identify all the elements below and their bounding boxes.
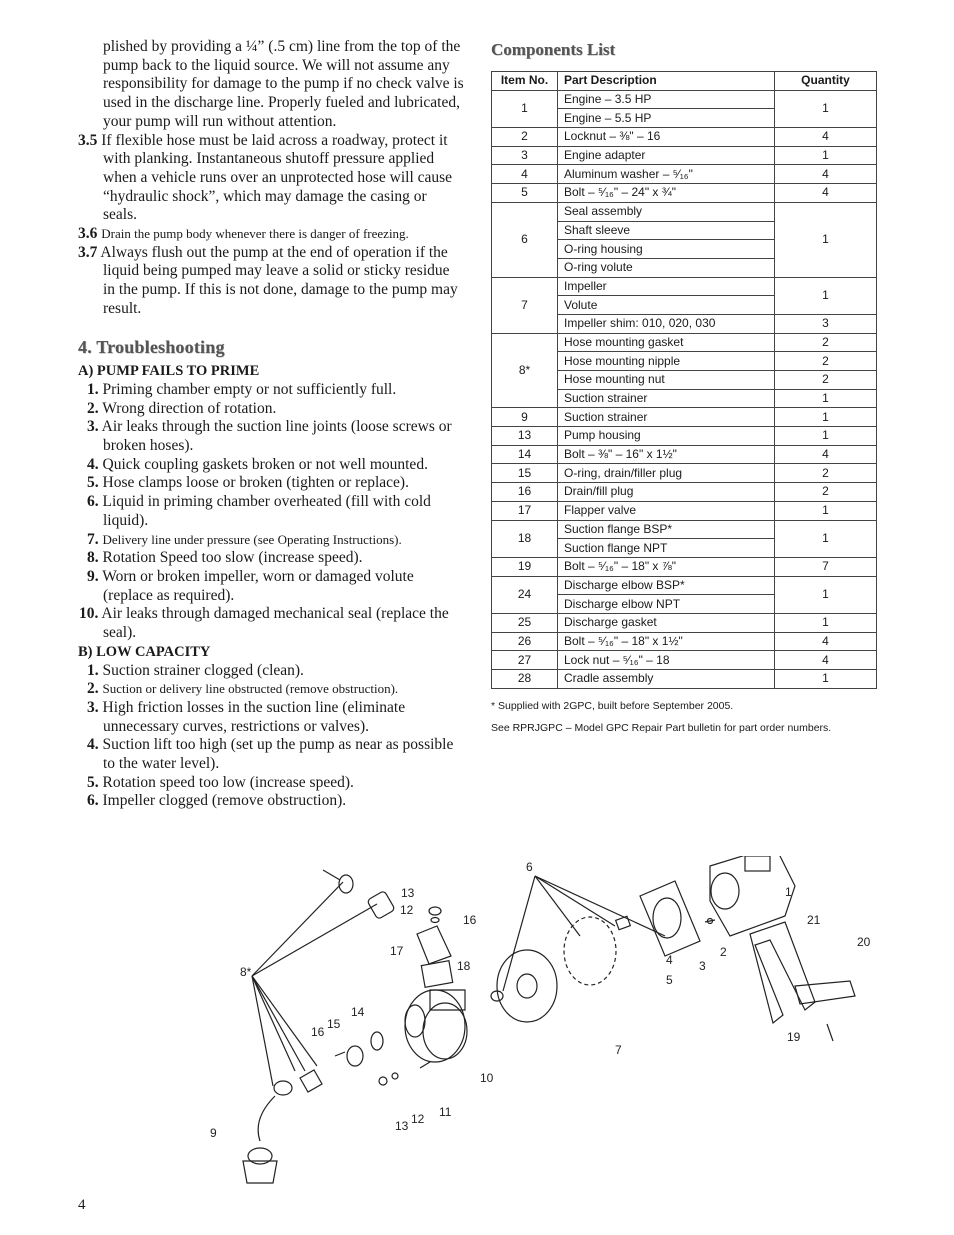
item-text: Priming chamber empty or not sufficiently full. <box>102 380 397 398</box>
table-row <box>492 202 877 221</box>
cell-item-no: 6 <box>492 202 558 277</box>
item-number: 2. <box>87 399 99 417</box>
suction-fitting <box>347 1046 363 1066</box>
cell-part-description: Seal assembly <box>558 202 775 221</box>
cell-quantity: 4 <box>775 445 877 464</box>
callout-15: 15 <box>327 1017 341 1031</box>
item-text: Rotation speed too low (increase speed). <box>102 773 354 791</box>
cell-quantity: 3 <box>775 314 877 333</box>
item-number: 3.6 <box>78 225 98 243</box>
cradle-base <box>795 981 855 1004</box>
cell-quantity: 1 <box>775 202 877 277</box>
table-row <box>492 483 877 502</box>
table-row <box>492 333 877 352</box>
cell-part-description: Hose mounting nipple <box>558 352 775 371</box>
cell-quantity: 1 <box>775 613 877 632</box>
callout-8: 8* <box>240 965 252 979</box>
cell-item-no: 18 <box>492 520 558 557</box>
cell-quantity: 1 <box>775 670 877 689</box>
list-item <box>78 774 464 793</box>
cell-part-description: Shaft sleeve <box>558 221 775 240</box>
cell-item-no: 17 <box>492 501 558 520</box>
section-b-list <box>78 662 464 812</box>
cell-part-description: Engine adapter <box>558 146 775 165</box>
engine-body <box>710 856 795 936</box>
cell-item-no: 2 <box>492 128 558 147</box>
item-number: 3.5 <box>78 131 98 149</box>
cell-quantity: 4 <box>775 651 877 670</box>
suction-flange <box>421 961 452 988</box>
section-a-heading: A) PUMP FAILS TO PRIME <box>78 363 260 380</box>
housing-face <box>423 1003 467 1059</box>
cell-item-no: 1 <box>492 90 558 127</box>
table-row <box>492 90 877 109</box>
item-number: 7. <box>87 530 99 548</box>
arrow-line <box>323 870 340 880</box>
section-b-heading: B) LOW CAPACITY <box>78 643 211 660</box>
callout-13a: 13 <box>401 886 415 900</box>
footnote-supplied: * Supplied with 2GPC, built before September 2005. <box>491 699 734 712</box>
list-item <box>78 792 464 811</box>
item-number: 8. <box>87 549 99 567</box>
table-row <box>492 613 877 632</box>
table-row <box>492 501 877 520</box>
list-item <box>78 474 464 493</box>
callout-18: 18 <box>457 959 471 973</box>
cell-part-description: Bolt – ⅜" – 16" x 1½" <box>558 445 775 464</box>
cell-quantity: 1 <box>775 427 877 446</box>
item-number: 4. <box>87 736 99 754</box>
item-text: Suction lift too high (set up the pump as near as possible to the water level). <box>102 736 454 773</box>
list-item <box>78 699 464 736</box>
item-number: 3.7 <box>78 243 98 261</box>
cell-quantity: 4 <box>775 632 877 651</box>
cell-item-no: 7 <box>492 277 558 333</box>
cell-item-no: 4 <box>492 165 558 184</box>
item-text: High friction losses in the suction line (eliminate unnecessary curves, restrictions or valves). <box>102 698 406 735</box>
leader-line <box>252 882 343 976</box>
callout-16b: 16 <box>311 1025 325 1039</box>
list-item <box>78 456 464 475</box>
item-text: Always flush out the pump at the end of operation if the liquid being pumped may leave a solid or sticky residue in the pump. If this is not done, damage to the pump may result. <box>100 243 458 317</box>
cell-quantity: 2 <box>775 371 877 390</box>
callout-10: 10 <box>480 1071 494 1085</box>
cell-part-description: Suction flange BSP* <box>558 520 775 539</box>
cell-quantity: 4 <box>775 128 877 147</box>
volute-oring <box>564 917 616 985</box>
precaution-item <box>78 244 464 319</box>
cell-item-no: 5 <box>492 184 558 203</box>
precaution-item <box>78 132 464 226</box>
item-text: Wrong direction of rotation. <box>102 399 277 417</box>
cell-item-no: 28 <box>492 670 558 689</box>
cell-part-description: Impeller shim: 010, 020, 030 <box>558 314 775 333</box>
item-text: Hose clamps loose or broken (tighten or replace). <box>102 474 409 492</box>
item-text: Air leaks through the suction line joints (loose screws or broken hoses). <box>101 418 452 455</box>
cell-quantity: 1 <box>775 408 877 427</box>
cell-part-description: Aluminum washer – ⁵⁄₁₆" <box>558 165 775 184</box>
cell-part-description: Pump housing <box>558 427 775 446</box>
cell-part-description: O-ring, drain/filler plug <box>558 464 775 483</box>
cell-quantity: 1 <box>775 520 877 557</box>
list-item <box>78 680 464 699</box>
list-item <box>78 381 464 400</box>
item-number: 5. <box>87 773 99 791</box>
exploded-view-diagram <box>205 856 895 1191</box>
cell-part-description: Cradle assembly <box>558 670 775 689</box>
item-text: Quick coupling gaskets broken or not well mounted. <box>102 455 428 473</box>
cell-part-description: Discharge gasket <box>558 613 775 632</box>
leader-line <box>535 876 580 936</box>
cell-item-no: 14 <box>492 445 558 464</box>
table-row <box>492 520 877 539</box>
cell-part-description: Volute <box>558 296 775 315</box>
leader-line <box>503 876 535 991</box>
callout-17: 17 <box>390 944 404 958</box>
callout-1: 1 <box>785 885 792 899</box>
hose-nipple-top <box>367 890 395 919</box>
cell-item-no: 3 <box>492 146 558 165</box>
components-heading: Components List <box>491 40 616 59</box>
pump-housing <box>405 990 465 1062</box>
cell-part-description: Engine – 5.5 HP <box>558 109 775 128</box>
shaft-sleeve <box>616 916 631 930</box>
table-row <box>492 651 877 670</box>
engine-flywheel <box>711 873 739 909</box>
item-number: 5. <box>87 474 99 492</box>
callout-13b: 13 <box>395 1119 409 1133</box>
leader-line <box>535 876 615 926</box>
callout-9: 9 <box>210 1126 217 1140</box>
item-text: Suction strainer clogged (clean). <box>102 661 304 679</box>
callout-21: 21 <box>807 913 821 927</box>
cell-part-description: Discharge elbow NPT <box>558 595 775 614</box>
leader-line <box>252 976 305 1071</box>
flapper-valve <box>417 926 451 964</box>
left-column <box>78 38 464 811</box>
list-item <box>78 568 464 605</box>
item-number: 2. <box>87 680 99 698</box>
cell-quantity: 1 <box>775 389 877 408</box>
item-number: 6. <box>87 792 99 810</box>
housing-inlet <box>405 1005 425 1037</box>
cradle-frame <box>750 922 815 1023</box>
suction-gasket <box>371 1032 383 1050</box>
item-number: 9. <box>87 567 99 585</box>
plug-16b <box>335 1052 345 1056</box>
cell-quantity: 4 <box>775 184 877 203</box>
callout-12a: 12 <box>400 903 414 917</box>
table-row <box>492 128 877 147</box>
troubleshooting-heading: 4. Troubleshooting <box>78 336 225 357</box>
item-text: Impeller clogged (remove obstruction). <box>102 792 347 810</box>
cell-quantity: 1 <box>775 277 877 314</box>
table-row <box>492 165 877 184</box>
engine-adapter <box>640 881 700 956</box>
page-number: 4 <box>78 1197 86 1213</box>
callout-11: 11 <box>439 1105 452 1119</box>
item-text: Air leaks through damaged mechanical seal (replace the seal). <box>101 605 449 642</box>
cell-item-no: 27 <box>492 651 558 670</box>
cell-part-description: O-ring volute <box>558 258 775 277</box>
table-row <box>492 184 877 203</box>
impeller-hub <box>517 974 537 998</box>
list-item <box>78 662 464 681</box>
cell-item-no: 26 <box>492 632 558 651</box>
callout-3: 3 <box>699 959 706 973</box>
item-number: 3. <box>87 698 99 716</box>
cell-quantity: 2 <box>775 483 877 502</box>
item-text: Worn or broken impeller, worn or damaged volute (replace as required). <box>102 567 414 604</box>
precaution-item <box>78 225 464 244</box>
adapter-bore <box>653 898 681 938</box>
table-row <box>492 277 877 296</box>
item-text: Suction or delivery line obstructed (remove obstruction). <box>102 681 399 697</box>
section-a-list <box>78 381 464 643</box>
callout-7: 7 <box>615 1043 622 1057</box>
table-row <box>492 146 877 165</box>
bolt-11 <box>420 1062 430 1068</box>
leader-line <box>252 976 295 1071</box>
header-quantity: Quantity <box>775 72 877 91</box>
header-item-no: Item No. <box>492 72 558 91</box>
cell-quantity: 7 <box>775 557 877 576</box>
cell-part-description: Suction strainer <box>558 408 775 427</box>
cell-quantity: 2 <box>775 464 877 483</box>
item-text: If flexible hose must be laid across a roadway, protect it with planking. Instantaneous shutoff pressure applied when a vehicle runs over an unprotected hose will cause “hydraulic shock”, which may damage the casing or seals. <box>101 131 453 224</box>
cell-quantity: 2 <box>775 352 877 371</box>
hose-nut-bottom <box>274 1081 292 1095</box>
components-table <box>491 71 877 689</box>
table-row <box>492 576 877 595</box>
cell-item-no: 24 <box>492 576 558 613</box>
cell-item-no: 13 <box>492 427 558 446</box>
table-row <box>492 464 877 483</box>
leader-line <box>252 976 273 1086</box>
item-text: Drain the pump body whenever there is danger of freezing. <box>101 226 409 242</box>
callout-16a: 16 <box>463 913 477 927</box>
table-header-row <box>492 72 877 91</box>
cell-part-description: Suction strainer <box>558 389 775 408</box>
right-column <box>491 40 877 734</box>
cell-part-description: Flapper valve <box>558 501 775 520</box>
item-number: 1. <box>87 380 99 398</box>
cell-part-description: Impeller <box>558 277 775 296</box>
list-item <box>78 400 464 419</box>
item-number: 3. <box>87 418 99 436</box>
cell-part-description: Drain/fill plug <box>558 483 775 502</box>
callout-19: 19 <box>787 1030 801 1044</box>
item-number: 10. <box>79 605 99 623</box>
plug-13b <box>379 1077 387 1085</box>
cell-part-description: Suction flange NPT <box>558 539 775 558</box>
suction-hose <box>258 1096 275 1141</box>
cell-item-no: 15 <box>492 464 558 483</box>
cell-part-description: Bolt – ⁵⁄₁₆" – 24" x ¾" <box>558 184 775 203</box>
cell-quantity: 4 <box>775 165 877 184</box>
list-item <box>78 736 464 773</box>
list-item <box>78 418 464 455</box>
item-text: Rotation Speed too slow (increase speed). <box>102 549 363 567</box>
item-number: 4. <box>87 455 99 473</box>
footnote-repair-bulletin: See RPRJGPC – Model GPC Repair Part bulletin for part order numbers. <box>491 721 832 734</box>
cell-part-description: Hose mounting nut <box>558 371 775 390</box>
list-item <box>78 605 464 642</box>
cell-quantity: 2 <box>775 333 877 352</box>
plug-13 <box>429 907 441 915</box>
leader-line <box>535 876 665 936</box>
cell-item-no: 16 <box>492 483 558 502</box>
cell-item-no: 25 <box>492 613 558 632</box>
cell-part-description: Locknut – ⅜" – 16 <box>558 128 775 147</box>
callout-14: 14 <box>351 1005 365 1019</box>
intro-paragraph: plished by providing a ¼” (.5 cm) line from the top of the pump back to the liquid source. We will not assume any responsibility for damage to the pump if no check valve is used in the discharge line. Properly fueled and lubricated, your pump will run without attention. <box>103 38 464 130</box>
exploded-view-svg <box>205 856 895 1191</box>
callout-2: 2 <box>720 945 727 959</box>
list-item <box>78 531 464 550</box>
oring-12b <box>392 1073 398 1079</box>
table-row <box>492 445 877 464</box>
callout-4: 4 <box>666 953 673 967</box>
cell-part-description: Engine – 3.5 HP <box>558 90 775 109</box>
washer-4 <box>705 920 715 922</box>
impeller <box>497 950 557 1022</box>
callout-5: 5 <box>666 973 673 987</box>
table-row <box>492 557 877 576</box>
cell-part-description: Bolt – ⁵⁄₁₆" – 18" x 1½" <box>558 632 775 651</box>
precaution-list <box>78 132 464 319</box>
leader-line <box>252 976 317 1066</box>
cell-part-description: Lock nut – ⁵⁄₁₆" – 18 <box>558 651 775 670</box>
leader-line <box>252 904 377 976</box>
table-row <box>492 632 877 651</box>
components-table-body <box>492 90 877 688</box>
cell-part-description: Bolt – ⁵⁄₁₆" – 18" x ⅞" <box>558 557 775 576</box>
callout-20: 20 <box>857 935 871 949</box>
item-number: 1. <box>87 661 99 679</box>
item-text: Delivery line under pressure (see Operating Instructions). <box>102 531 402 547</box>
callout-12b: 12 <box>411 1112 425 1126</box>
table-row <box>492 427 877 446</box>
item-number: 6. <box>87 493 99 511</box>
hose-nipple-bottom <box>300 1070 322 1092</box>
table-row <box>492 408 877 427</box>
cell-quantity: 1 <box>775 146 877 165</box>
cell-part-description: Hose mounting gasket <box>558 333 775 352</box>
header-part-description: Part Description <box>558 72 775 91</box>
cell-quantity: 1 <box>775 576 877 613</box>
cell-part-description: Discharge elbow BSP* <box>558 576 775 595</box>
bolt-19 <box>827 1024 833 1041</box>
item-text: Liquid in priming chamber overheated (fill with cold liquid). <box>102 493 431 529</box>
engine-tank <box>745 856 770 871</box>
cell-part-description: O-ring housing <box>558 240 775 259</box>
table-row <box>492 670 877 689</box>
cell-quantity: 1 <box>775 501 877 520</box>
cell-item-no: 9 <box>492 408 558 427</box>
cell-quantity: 1 <box>775 90 877 127</box>
list-item <box>78 493 464 530</box>
oring-12 <box>431 918 439 923</box>
list-item <box>78 549 464 568</box>
cell-item-no: 19 <box>492 557 558 576</box>
callout-6: 6 <box>526 860 533 874</box>
cell-item-no: 8* <box>492 333 558 408</box>
